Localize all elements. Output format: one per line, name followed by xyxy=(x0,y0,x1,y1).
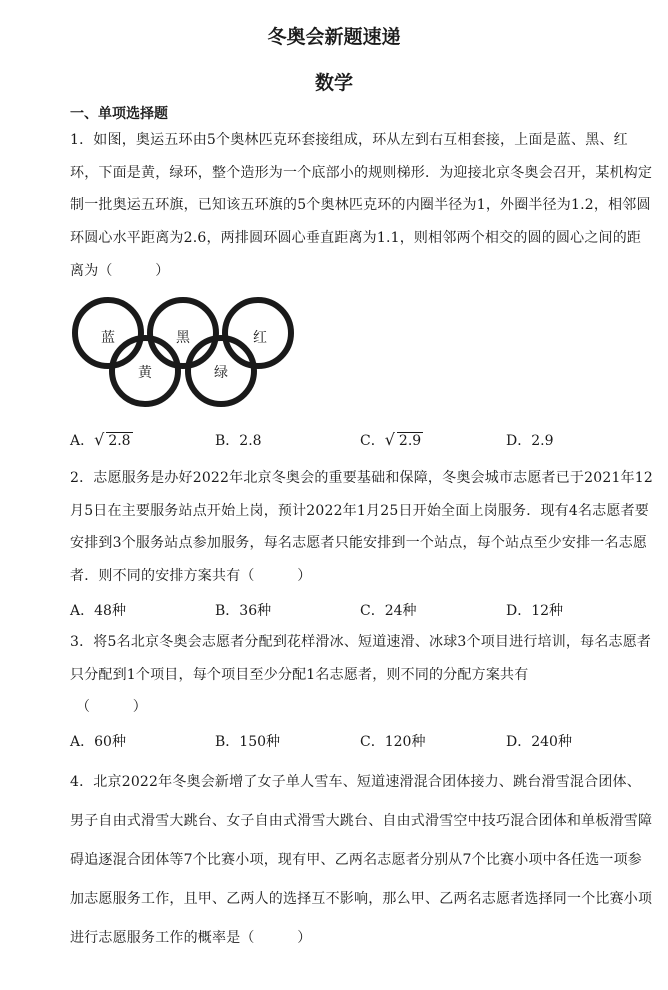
question-2-option-b[interactable]: B．36种 xyxy=(215,603,272,619)
question-3-options xyxy=(70,731,655,761)
question-2-option-c[interactable]: C．24种 xyxy=(360,603,417,619)
question-3-option-c[interactable]: C．120种 xyxy=(360,734,426,750)
question-1-option-d[interactable]: D．2.9 xyxy=(506,433,554,449)
question-3-text: 3．将5名北京冬奥会志愿者分配到花样滑冰、短道速滑、冰球3个项目进行培训，每名志愿者只分配到1个项目，每个项目至少分配1名志愿者，则不同的分配方案共有 xyxy=(70,634,652,683)
section-heading: 一、单项选择题 xyxy=(70,106,168,122)
ring-label-black: 黑 xyxy=(176,330,190,346)
question-2-text: 2．志愿服务是办好2022年北京冬奥会的重要基础和保障，冬奥会城市志愿者已于2021年12月5日在主要服务站点开始上岗，预计2022年1月25日开始全面上岗服务．现有4名志愿者要安排到3个服务站点参加服务，每名志愿者只能安排到一个站点，每个站点至少安排一名志愿者．则不同的安排方案共有（ ） xyxy=(70,470,653,585)
olympic-rings-figure xyxy=(70,297,310,409)
question-3-blank: （ ） xyxy=(76,699,147,715)
question-1-text: 1．如图，奥运五环由5个奥林匹克环套接组成，环从左到右互相套接，上面是蓝、黑、红环，下面是黄，绿环，整个造形为一个底部小的规则梯形．为迎接北京冬奥会召开，某机构定制一批奥运五环旗，已知该五环旗的5个奥林匹克环的内圈半径为1，外圈半径为1.2，相邻圆环圆心水平距离为2.6，两排圆环圆心垂直距离为1.1，则相邻两个相交的圆的圆心之间的距离为（ ） xyxy=(70,132,653,279)
document-subtitle: 数学 xyxy=(314,72,353,94)
document-title: 冬奥会新题速递 xyxy=(267,26,401,48)
ring-label-red: 红 xyxy=(253,330,267,346)
question-1-options xyxy=(70,430,655,460)
question-3-option-d[interactable]: D．240种 xyxy=(506,734,572,750)
question-4-text: 4．北京2022年冬奥会新增了女子单人雪车、短道速滑混合团体接力、跳台滑雪混合团体、男子自由式滑雪大跳台、女子自由式滑雪大跳台、自由式滑雪空中技巧混合团体和单板滑雪障碍追逐混合团体等7个比赛小项，现有甲、乙两名志愿者分别从7个比赛小项中各任选一项参加志愿服务工作，且甲、乙两人的选择互不影响，那么甲、乙两名志愿者选择同一个比赛小项进行志愿服务工作的概率是（ ） xyxy=(70,774,653,946)
question-1-option-c[interactable]: C．√ 2.9 xyxy=(360,430,422,449)
question-3-option-a[interactable]: A．60种 xyxy=(70,734,126,750)
ring-label-blue: 蓝 xyxy=(101,330,115,346)
ring-label-green: 绿 xyxy=(214,365,228,381)
question-2-option-a[interactable]: A．48种 xyxy=(70,603,126,619)
question-1-option-a[interactable]: A．√ 2.8 xyxy=(70,430,131,449)
question-3-option-b[interactable]: B．150种 xyxy=(215,734,281,750)
question-1-option-b[interactable]: B．2.8 xyxy=(215,433,262,449)
ring-label-yellow: 黄 xyxy=(138,365,152,381)
question-2-option-d[interactable]: D．12种 xyxy=(506,603,564,619)
